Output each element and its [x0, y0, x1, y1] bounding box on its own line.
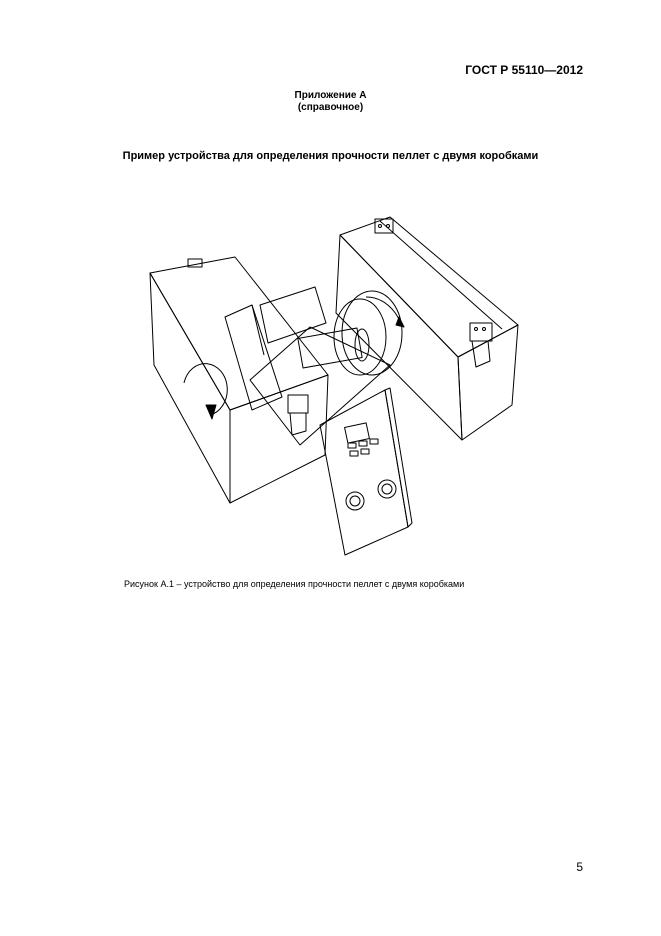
page-number: 5 — [576, 860, 583, 874]
document-code: ГОСТ Р 55110—2012 — [465, 63, 583, 77]
right-box — [336, 217, 518, 440]
annex-title: Приложение А — [294, 90, 367, 101]
control-panel — [320, 388, 412, 555]
device-figure — [140, 205, 530, 565]
figure-caption: Рисунок А.1 – устройство для определения прочности пеллет с двумя коробками — [124, 579, 465, 589]
rotation-disk — [334, 291, 404, 375]
left-box — [150, 257, 328, 503]
annex-status: (справочное) — [297, 102, 364, 113]
section-heading: Пример устройства для определения прочности пеллет с двумя коробками — [122, 150, 539, 162]
central-housing — [250, 287, 390, 445]
